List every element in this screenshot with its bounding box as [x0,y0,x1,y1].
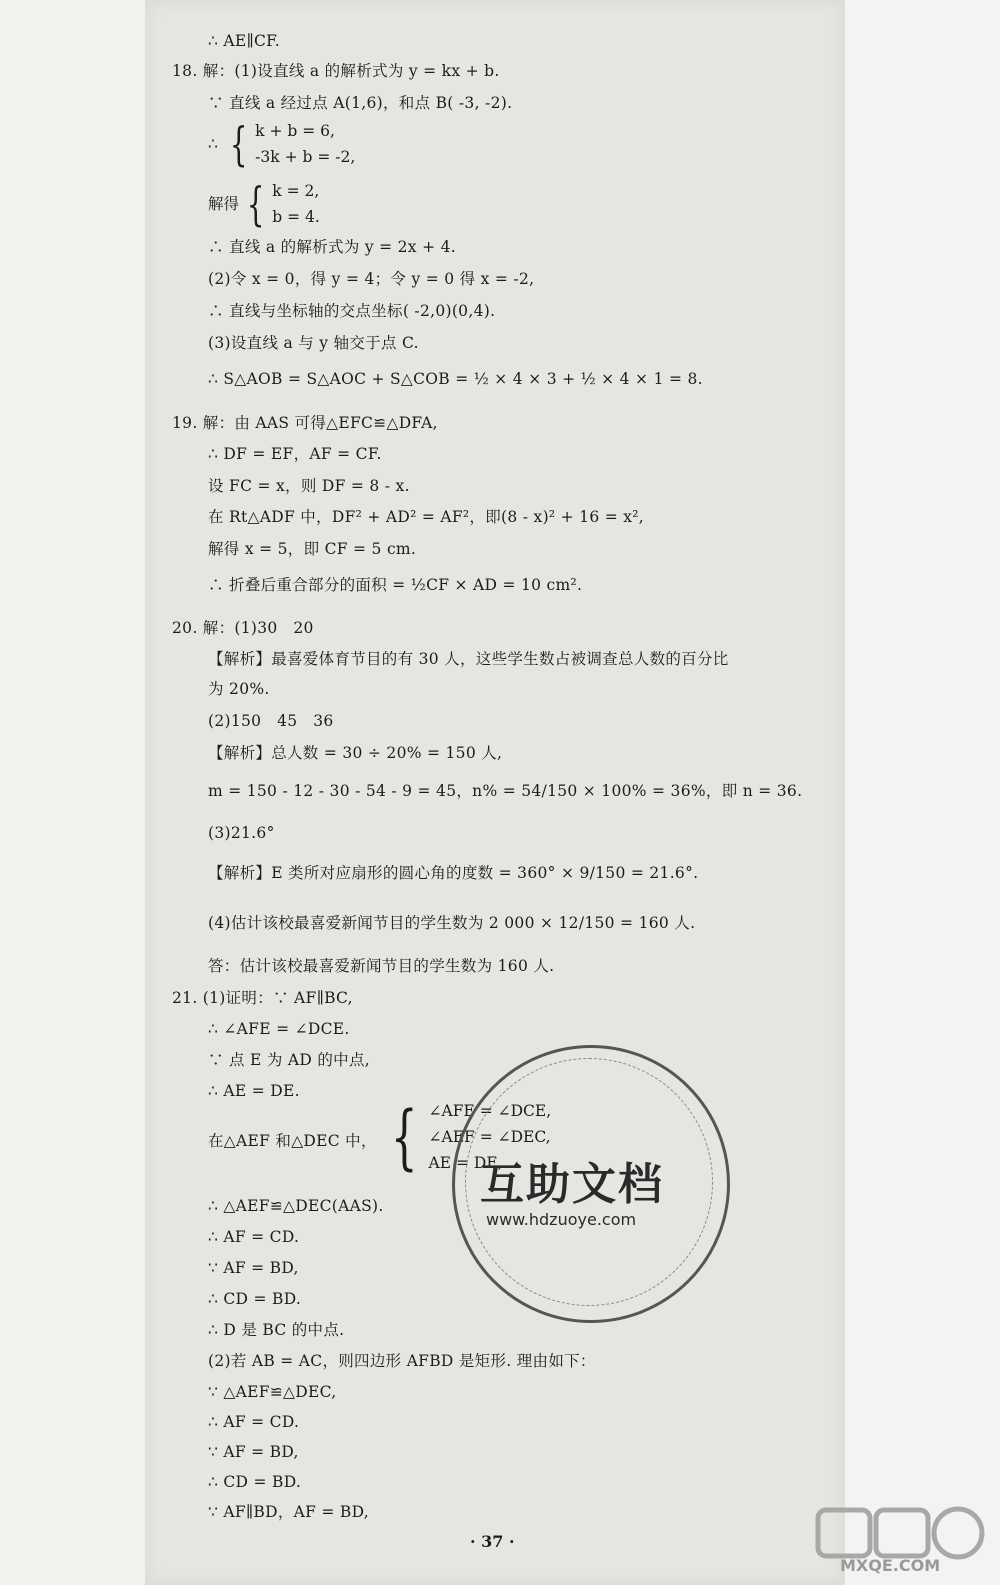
text-line: ∴ AF = CD. [208,1413,300,1431]
brace-icon: { [229,117,248,171]
text-line: 在△AEF 和△DEC 中， [208,1132,377,1150]
text-line: 为 20%. [208,680,270,698]
text-line: (2)若 AB = AC，则四边形 AFBD 是矩形. 理由如下： [208,1352,596,1370]
text-line: ∵ △AEF≌△DEC, [208,1383,337,1401]
text-line: 18. 解：(1)设直线 a 的解析式为 y = kx + b. [172,62,500,80]
text-line: 19. 解：由 AAS 可得△EFC≌△DFA, [172,414,438,432]
text-line: 【解析】最喜爱体育节目的有 30 人，这些学生数占被调查总人数的百分比 [208,650,729,668]
equation-system-2 [208,178,320,230]
left-margin [0,0,145,1585]
system-prefix: 解得 [208,195,240,213]
system-row: ∠AFE = ∠DCE, [428,1102,552,1120]
system-row: AE = DE, [428,1154,503,1172]
system-row: k = 2, [272,182,320,200]
text-line: 【解析】总人数 = 30 ÷ 20% = 150 人, [208,744,503,762]
text-line: ∴ △AEF≌△DEC(AAS). [208,1197,384,1215]
text-line: 【解析】E 类所对应扇形的圆心角的度数 = 360° × 9/150 = 21.6°. [208,864,699,882]
text-line: 答：估计该校最喜爱新闻节目的学生数为 160 人. [208,957,555,975]
text-line: ∵ 直线 a 经过点 A(1,6)，和点 B( -3, -2). [208,94,513,112]
text-line: 20. 解：(1)30 20 [172,619,314,637]
system-row: -3k + b = -2, [255,148,356,166]
text-line: ∴ AE = DE. [208,1082,300,1100]
system-row: ∠AEF = ∠DEC, [428,1128,551,1146]
text-line: ∴ CD = BD. [208,1473,302,1491]
text-line: ∵ AF∥BD，AF = BD, [208,1503,369,1521]
text-line: 21. (1)证明：∵ AF∥BC, [172,989,353,1007]
text-line: (4)估计该校最喜爱新闻节目的学生数为 2 000 × 12/150 = 160 人. [208,914,696,932]
text-line: 解得 x = 5，即 CF = 5 cm. [208,540,417,558]
text-line: ∴ CD = BD. [208,1290,302,1308]
text-line: (2)150 45 36 [208,712,334,730]
text-line: ∵ AF = BD, [208,1259,299,1277]
text-line: ∴ S△AOB = S△AOC + S△COB = ½ × 4 × 3 + ½ × 4 × 1 = 8. [208,370,703,388]
text-line: ∴ AE∥CF. [208,32,280,50]
watermark-url: MXQE.COM [840,1556,941,1575]
text-line: 在 Rt△ADF 中，DF² + AD² = AF²，即(8 - x)² + 16 = x², [208,508,645,526]
text-line: ∴ 直线 a 的解析式为 y = 2x + 4. [208,238,456,256]
right-margin [845,0,1000,1585]
text-line: (3)设直线 a 与 y 轴交于点 C. [208,334,419,352]
equation-system-1 [208,118,355,170]
text-line: m = 150 - 12 - 30 - 54 - 9 = 45，n% = 54/150 × 100% = 36%，即 n = 36. [208,782,803,800]
text-line: 设 FC = x，则 DF = 8 - x. [208,477,410,495]
text-line: ∵ 点 E 为 AD 的中点, [208,1051,370,1069]
text-line: ∴ DF = EF，AF = CF. [208,445,382,463]
brace-icon: { [390,1096,418,1178]
text-line: ∴ 折叠后重合部分的面积 = ½CF × AD = 10 cm². [208,576,583,594]
text-line: (3)21.6° [208,824,275,842]
system-row: b = 4. [272,208,320,226]
text-line: (2)令 x = 0，得 y = 4；令 y = 0 得 x = -2, [208,270,535,288]
text-line: ∴ 直线与坐标轴的交点坐标( -2,0)(0,4). [208,302,496,320]
system-prefix: ∴ [208,135,218,153]
text-line: ∴ D 是 BC 的中点. [208,1321,345,1339]
text-line: ∴ AF = CD. [208,1228,300,1246]
stamp-title: 互助文档 [480,1159,664,1210]
page-number: · 37 · [470,1532,515,1551]
text-line: ∵ AF = BD, [208,1443,299,1461]
system-row: k + b = 6, [255,122,335,140]
text-line: ∴ ∠AFE = ∠DCE. [208,1020,350,1038]
brace-icon: { [246,177,265,231]
stamp-url: www.hdzuoye.com [486,1210,637,1229]
